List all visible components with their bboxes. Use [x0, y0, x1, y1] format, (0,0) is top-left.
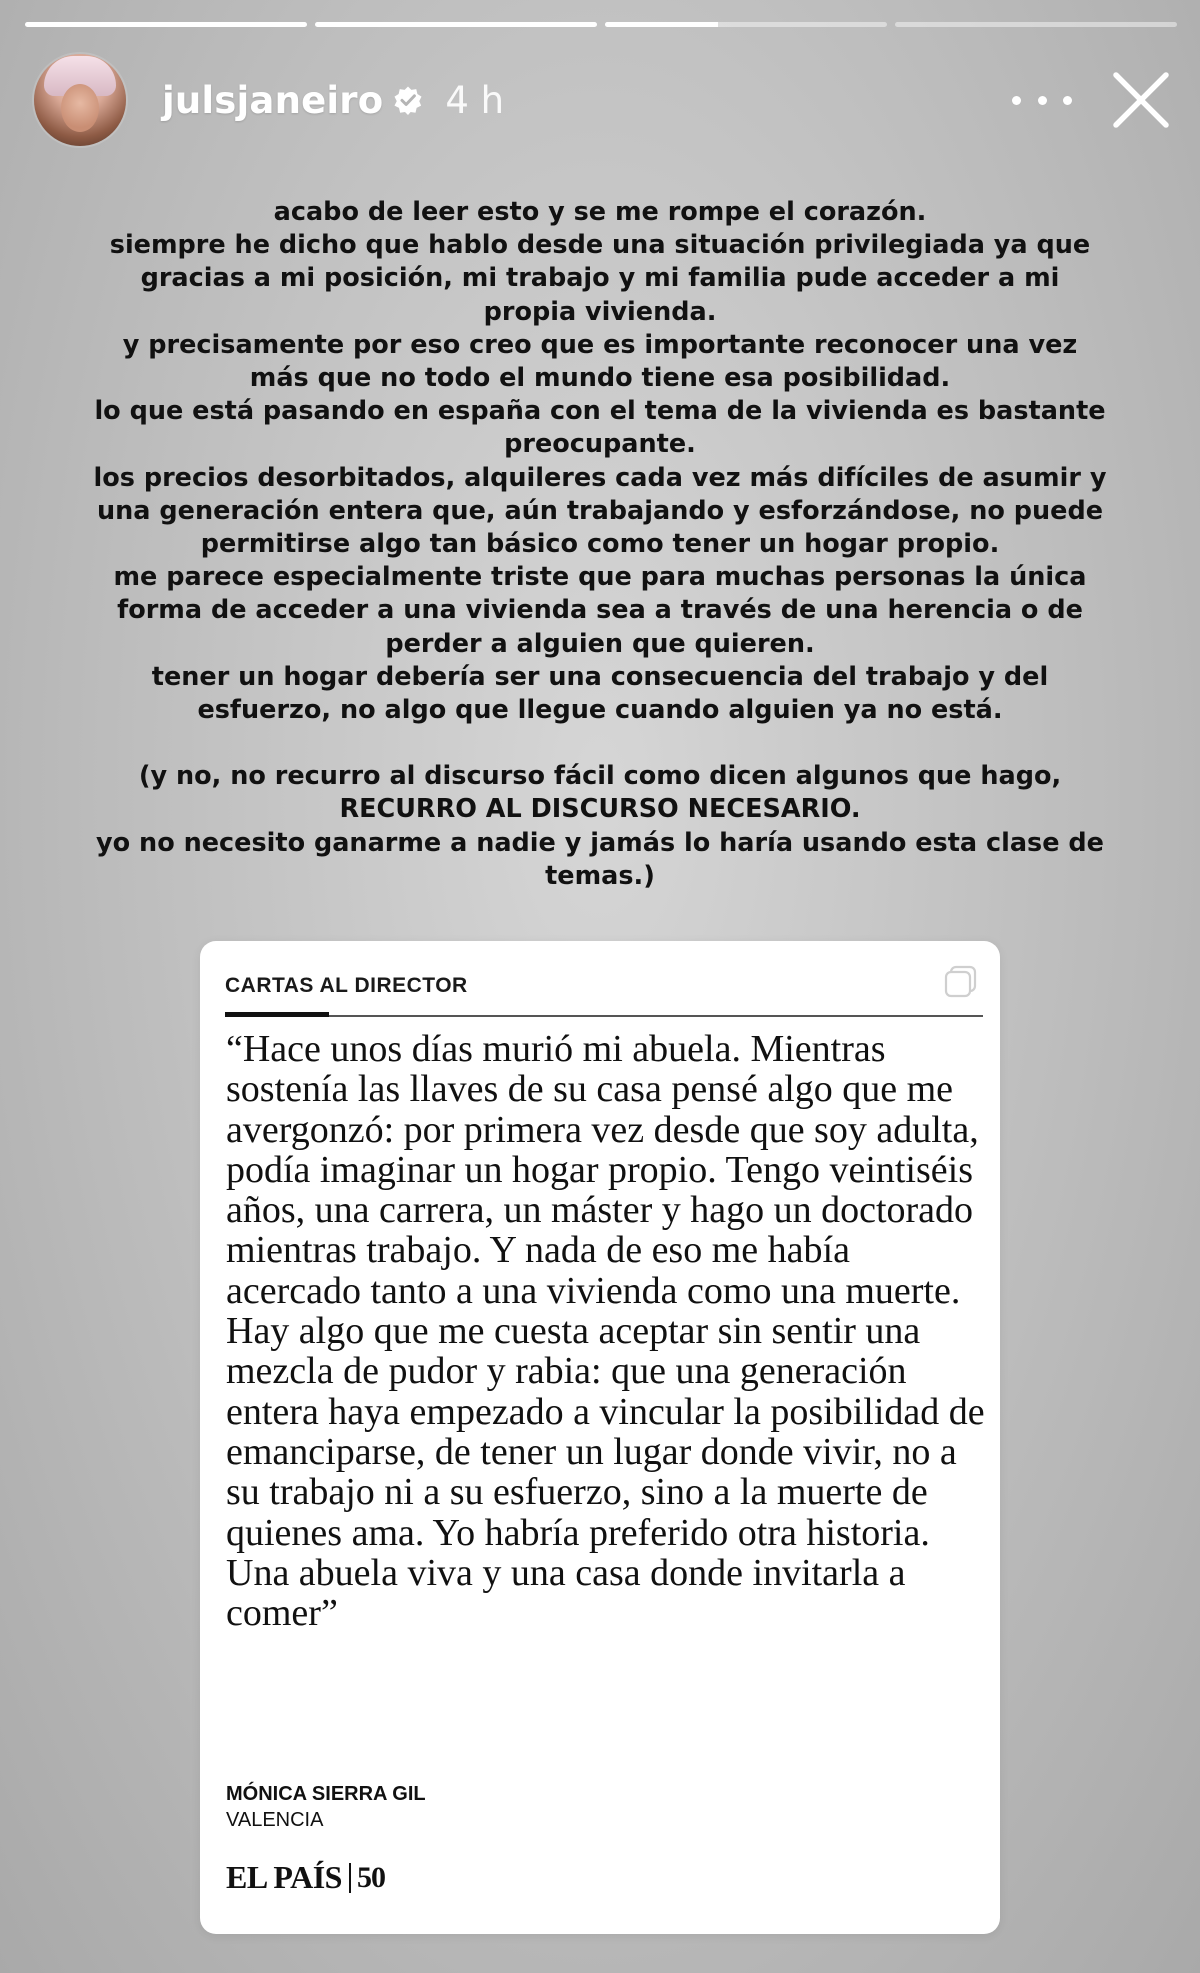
progress-segment — [315, 22, 597, 27]
caption-line: lo que está pasando en españa con el tema de la vivienda es bastante preocupante. — [94, 396, 1106, 460]
copy-icon — [942, 963, 980, 1001]
caption-line: los precios desorbitados, alquileres cada vez más difíciles de asumir y una generación entera que, aún trabajando y esforzándose, no puede permitirse algo tan básico como tener un hogar propio. — [93, 462, 1107, 560]
progress-fill — [605, 22, 718, 27]
avatar[interactable] — [34, 54, 126, 146]
article-section: CARTAS AL DIRECTOR — [225, 974, 468, 997]
logo-divider — [349, 1863, 351, 1893]
progress-segment — [895, 22, 1177, 27]
caption-line: tener un hogar debería ser una consecuencia del trabajo y del esfuerzo, no algo que llegue cuando alguien ya no está. — [151, 661, 1049, 726]
letter-author: MÓNICA SIERRA GIL — [226, 1783, 426, 1805]
post-time: 4 h — [445, 78, 505, 122]
letter-quote: “Hace unos días murió mi abuela. Mientras sostenía las llaves de su casa pensé algo que me avergonzó: por primera vez desde que soy adulta, podía imaginar un hogar propio. Tengo veintiséis años, una carrera, un máster y hago un doctorado mientras trabajo. Y nada de eso me había acercado tanto a una vivienda como una muerte. Hay algo que me cuesta aceptar sin sentir una mezcla de pudor y rabia: que una generación entera haya empezado a vincular la posibilidad de emanciparse, de tener un lugar donde vivir, no a su trabajo ni a su esfuerzo, sino a la muerte de quienes ama. Yo habría preferido otra historia. Una abuela viva y una casa donde invitarla a comer” — [226, 1028, 985, 1635]
caption-line: acabo de leer esto y se me rompe el corazón. — [273, 197, 927, 227]
story-progress — [25, 22, 1177, 28]
story-header — [34, 52, 1172, 148]
caption-note-emphasis: RECURRO AL DISCURSO NECESARIO. — [339, 794, 861, 825]
caption-gap — [90, 727, 1110, 760]
caption-line: siempre he dicho que hablo desde una situación privilegiada ya que gracias a mi posición, mi trabajo y mi familia pude acceder a mi propia vivienda. — [109, 230, 1091, 327]
section-rule-accent — [225, 1012, 329, 1017]
progress-fill — [25, 22, 307, 27]
progress-segment — [25, 22, 307, 27]
caption-line: y precisamente por eso creo que es importante reconocer una vez más que no todo el mundo tiene esa posibilidad. — [122, 329, 1078, 394]
article-card — [200, 941, 1000, 1934]
username[interactable]: julsjaneiro — [162, 78, 384, 122]
caption-note: yo no necesito ganarme a nadie y jamás lo haría usando esta clase de temas.) — [96, 827, 1104, 891]
story-caption — [90, 196, 1110, 893]
verified-badge-icon — [393, 85, 423, 115]
more-options-icon[interactable] — [1012, 90, 1072, 110]
dot — [1012, 96, 1021, 105]
el-pais-logo — [226, 1859, 385, 1896]
logo-name: EL PAÍS — [226, 1859, 342, 1895]
section-rule — [225, 1015, 983, 1017]
caption-note: (y no, no recurro al discurso fácil como dicen algunos que hago, — [138, 761, 1062, 792]
caption-line: me parece especialmente triste que para muchas personas la única forma de acceder a una vivienda sea a través de una herencia o de perder a alguien que quieren. — [113, 562, 1087, 659]
close-icon[interactable] — [1110, 69, 1172, 131]
letter-city: VALENCIA — [226, 1809, 324, 1831]
progress-segment — [605, 22, 887, 27]
dot — [1063, 96, 1072, 105]
avatar-face — [61, 84, 99, 132]
dot — [1038, 96, 1047, 105]
progress-fill — [315, 22, 597, 27]
logo-number: 50 — [356, 1860, 385, 1894]
